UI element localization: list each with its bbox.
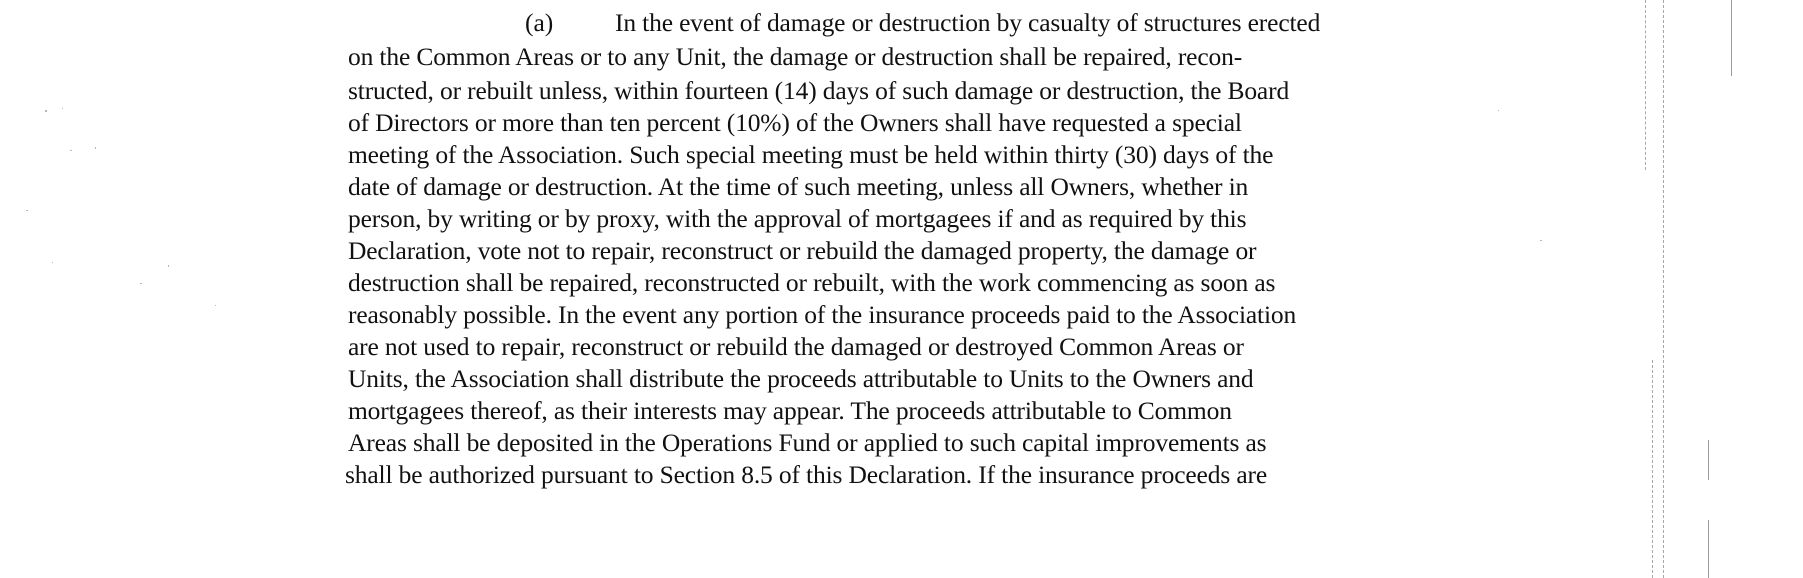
paragraph-line-4: of Directors or more than ten percent (10%) of the Owners shall have requested a special	[348, 108, 1242, 137]
paragraph-line-9: destruction shall be repaired, reconstructed or rebuilt, with the work commencing as soon as	[348, 268, 1276, 297]
scan-speck	[1498, 110, 1499, 111]
paragraph-line-3: structed, or rebuilt unless, within fourteen (14) days of such damage or destruction, the Board	[348, 76, 1290, 105]
paragraph-line-2: on the Common Areas or to any Unit, the damage or destruction shall be repaired, recon-	[348, 42, 1243, 71]
clause-label: (a)	[525, 8, 554, 37]
paragraph-line-8: Declaration, vote not to repair, reconstruct or rebuild the damaged property, the damage or	[348, 236, 1257, 265]
scan-speck	[62, 108, 63, 109]
scan-speck	[1540, 240, 1542, 241]
paragraph-line-14: Areas shall be deposited in the Operations Fund or applied to such capital improvements as	[348, 428, 1267, 457]
scan-speck	[215, 305, 216, 306]
scan-speck	[45, 110, 47, 112]
paragraph-line-13: mortgagees thereof, as their interests may appear. The proceeds attributable to Common	[348, 396, 1232, 425]
paragraph-line-1: In the event of damage or destruction by casualty of structures erected	[615, 8, 1321, 37]
scan-edge-artifact	[1731, 0, 1732, 76]
scan-speck	[52, 262, 53, 263]
scan-edge-artifact	[1645, 0, 1647, 170]
scan-speck	[70, 150, 72, 151]
paragraph-line-5: meeting of the Association. Such special meeting must be held within thirty (30) days of the	[348, 140, 1274, 169]
scan-edge-artifact	[1652, 360, 1654, 578]
paragraph-line-7: person, by writing or by proxy, with the approval of mortgagees if and as required by this	[348, 204, 1247, 233]
paragraph-line-6: date of damage or destruction. At the time of such meeting, unless all Owners, whether in	[348, 172, 1249, 201]
paragraph-line-10: reasonably possible. In the event any portion of the insurance proceeds paid to the Association	[348, 300, 1297, 329]
scan-speck	[140, 283, 142, 284]
paragraph-line-15: shall be authorized pursuant to Section 8.5 of this Declaration. If the insurance proceeds are	[345, 460, 1267, 489]
scan-speck	[168, 265, 169, 267]
paragraph-line-11: are not used to repair, reconstruct or rebuild the damaged or destroyed Common Areas or	[348, 332, 1244, 361]
scan-speck	[26, 210, 28, 211]
scan-edge-artifact	[1708, 520, 1709, 578]
scan-edge-artifact	[1708, 440, 1709, 480]
scan-edge-artifact	[1663, 0, 1665, 578]
paragraph-line-12: Units, the Association shall distribute the proceeds attributable to Units to the Owners and	[348, 364, 1254, 393]
scan-speck	[95, 147, 96, 149]
